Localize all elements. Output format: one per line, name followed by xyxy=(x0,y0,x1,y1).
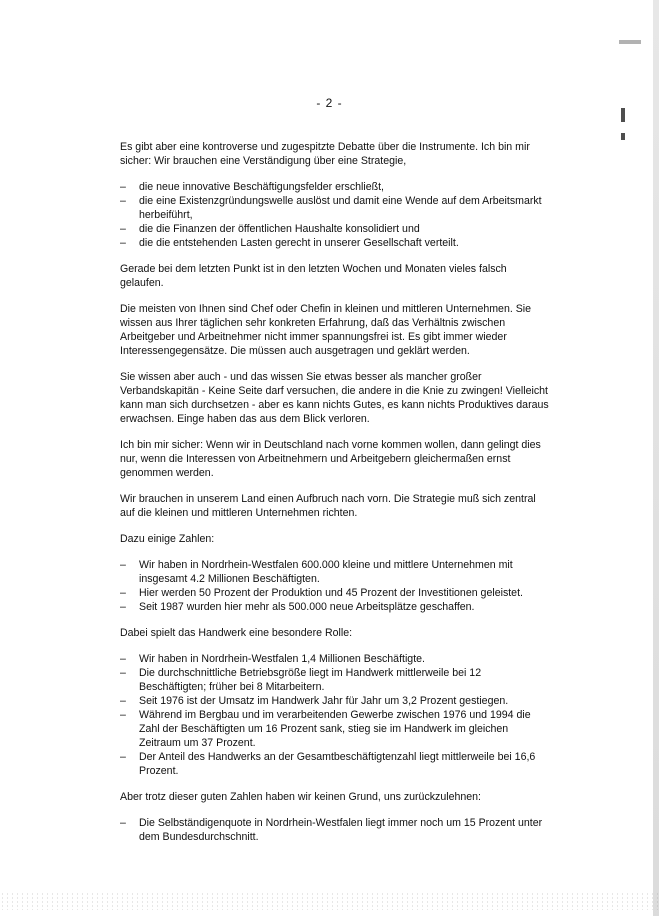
dash-bullet-icon: – xyxy=(120,817,126,829)
list-item-text: Seit 1987 wurden hier mehr als 500.000 neue Arbeitsplätze geschaffen. xyxy=(139,601,475,613)
dash-bullet-icon: – xyxy=(120,751,126,763)
bullet-list xyxy=(120,558,550,614)
paragraph: Die meisten von Ihnen sind Chef oder Chefin in kleinen und mittleren Unternehmen. Sie wissen aus Ihrer täglichen sehr konkreten Erfahrung, daß das Verhältnis zwischen Arbeitgeber und Arbeitnehmer nicht immer spannungsfrei ist. Es gibt immer wieder Interessengegensätze. Die müssen auch ausgetragen und geklärt werden. xyxy=(120,303,532,357)
list-item xyxy=(120,666,550,694)
list-item-text: Hier werden 50 Prozent der Produktion und 45 Prozent der Investitionen geleistet. xyxy=(139,587,523,599)
list-item-text: Während im Bergbau und im verarbeitenden Gewerbe zwischen 1976 und 1994 die Zahl der Beschäftigten um 16 Prozent sank, stieg sie im Handwerk im gleichen Zeitraum um 37 Prozent. xyxy=(139,709,531,749)
list-item xyxy=(120,586,550,600)
dash-bullet-icon: – xyxy=(120,695,126,707)
scan-artifact-mark-2 xyxy=(621,133,625,140)
list-item xyxy=(120,652,550,666)
list-item xyxy=(120,222,550,236)
dash-bullet-icon: – xyxy=(120,709,126,721)
dash-bullet-icon: – xyxy=(120,195,126,207)
list-item xyxy=(120,194,550,222)
scan-artifact-mark-1 xyxy=(621,108,625,122)
list-item xyxy=(120,558,550,586)
list-item xyxy=(120,816,550,844)
paragraph: Dazu einige Zahlen: xyxy=(120,533,215,545)
bullet-list xyxy=(120,816,550,844)
list-item-text: die eine Existenzgründungswelle auslöst und damit eine Wende auf dem Arbeitsmarkt herbeiführt, xyxy=(139,195,542,221)
list-item xyxy=(120,708,550,750)
list-item-text: Die Selbständigenquote in Nordrhein-Westfalen liegt immer noch um 15 Prozent unter dem Bundesdurchschnitt. xyxy=(139,817,543,843)
list-item xyxy=(120,750,550,778)
dash-bullet-icon: – xyxy=(120,653,126,665)
dash-bullet-icon: – xyxy=(120,181,126,193)
bullet-list xyxy=(120,180,550,250)
paragraph: Dabei spielt das Handwerk eine besondere Rolle: xyxy=(120,627,353,639)
paragraph: Wir brauchen in unserem Land einen Aufbruch nach vorn. Die Strategie muß sich zentral auf die kleinen und mittleren Unternehmen richten. xyxy=(120,493,536,519)
list-item-text: die die entstehenden Lasten gerecht in unserer Gesellschaft verteilt. xyxy=(139,237,459,249)
dash-bullet-icon: – xyxy=(120,559,126,571)
list-item-text: Wir haben in Nordrhein-Westfalen 600.000 kleine und mittlere Unternehmen mit insgesamt 4.2 Millionen Beschäftigten. xyxy=(139,559,513,585)
paragraph: Es gibt aber eine kontroverse und zugespitzte Debatte über die Instrumente. Ich bin mir sicher: Wir brauchen eine Verständigung über eine Strategie, xyxy=(120,141,530,167)
dash-bullet-icon: – xyxy=(120,601,126,613)
list-item xyxy=(120,694,550,708)
paragraph: Aber trotz dieser guten Zahlen haben wir keinen Grund, uns zurückzulehnen: xyxy=(120,791,481,803)
list-item xyxy=(120,180,550,194)
list-item xyxy=(120,600,550,614)
list-item-text: Die durchschnittliche Betriebsgröße liegt im Handwerk mittlerweile bei 12 Beschäftigten; früher bei 8 Mitarbeitern. xyxy=(139,667,482,693)
paragraph: Sie wissen aber auch - und das wissen Sie etwas besser als mancher großer Verbandskapitän - Keine Seite darf versuchen, die andere in die Knie zu zwingen! Vielleicht kann man sich durchsetzen - aber es kann nichts Gutes, es kann nichts Produktives daraus erwachsen. Einge haben das aus dem Blick verloren. xyxy=(120,371,549,425)
document-body xyxy=(120,140,550,856)
list-item-text: Seit 1976 ist der Umsatz im Handwerk Jahr für Jahr um 3,2 Prozent gestiegen. xyxy=(139,695,509,707)
dash-bullet-icon: – xyxy=(120,237,126,249)
dash-bullet-icon: – xyxy=(120,223,126,235)
list-item-text: Der Anteil des Handwerks an der Gesamtbeschäftigtenzahl liegt mittlerweile bei 16,6 Prozent. xyxy=(139,751,536,777)
bullet-list xyxy=(120,652,550,778)
list-item xyxy=(120,236,550,250)
scan-edge xyxy=(653,0,659,916)
scan-artifact-bottom xyxy=(0,892,659,910)
list-item-text: Wir haben in Nordrhein-Westfalen 1,4 Millionen Beschäftigte. xyxy=(139,653,425,665)
page-number: - 2 - xyxy=(316,96,343,110)
dash-bullet-icon: – xyxy=(120,587,126,599)
scan-artifact-top-right xyxy=(619,40,641,44)
dash-bullet-icon: – xyxy=(120,667,126,679)
paragraph: Gerade bei dem letzten Punkt ist in den letzten Wochen und Monaten vieles falsch gelaufen. xyxy=(120,263,507,289)
paragraph: Ich bin mir sicher: Wenn wir in Deutschland nach vorne kommen wollen, dann gelingt dies nur, wenn die Interessen von Arbeitnehmern und Arbeitgebern gleichermaßen ernst genommen werden. xyxy=(120,439,541,479)
list-item-text: die neue innovative Beschäftigungsfelder erschließt, xyxy=(139,181,384,193)
list-item-text: die die Finanzen der öffentlichen Haushalte konsolidiert und xyxy=(139,223,420,235)
